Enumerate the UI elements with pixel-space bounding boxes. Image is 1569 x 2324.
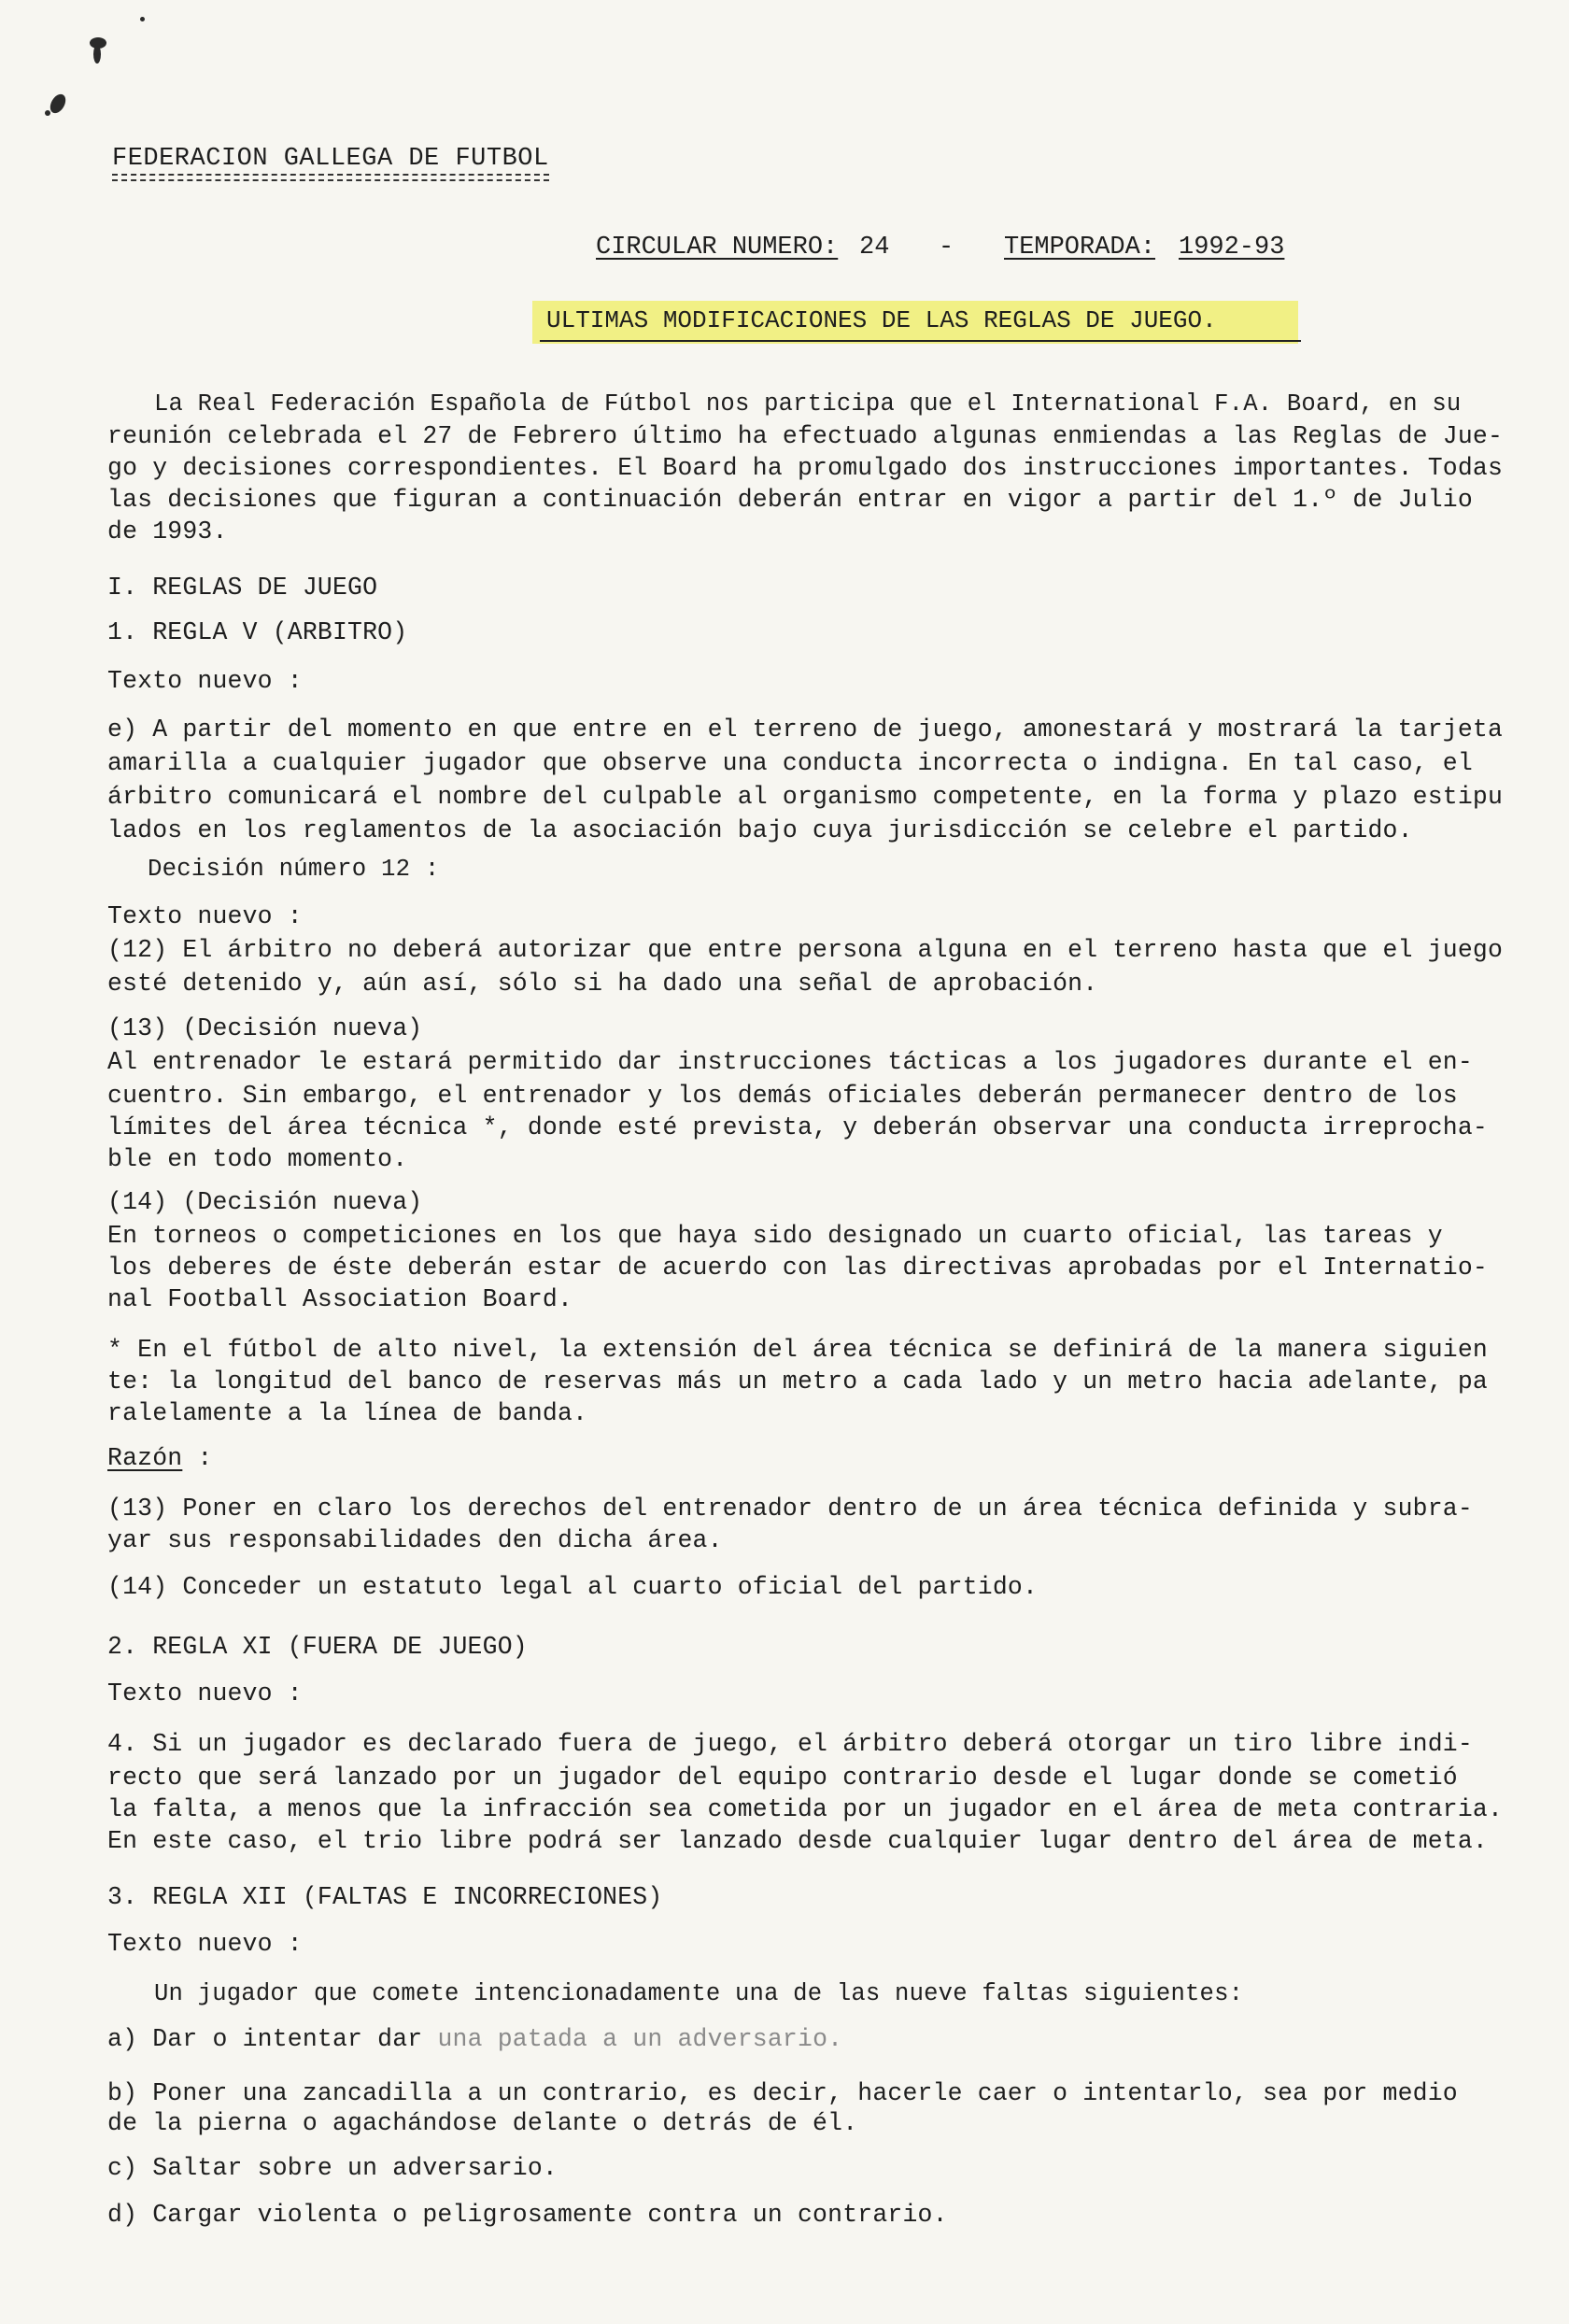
rule-heading: 2. REGLA XI (FUERA DE JUEGO) [107,1633,528,1661]
razon-label-row [107,1442,1564,1474]
decision-label: Decisión número 12 : [148,856,440,883]
paragraph-line: Al entrenador le estará permitido dar instrucciones tácticas a los jugadores durante el en- [107,1048,1473,1076]
intro-line: reunión celebrada el 27 de Febrero último ha efectuado algunas enmiendas a las Reglas de Jue- [107,422,1504,450]
title-underline [540,340,1301,342]
organization-double-rule [112,174,549,181]
paragraph-line: cuentro. Sin embargo, el entrenador y los demás oficiales deberán permanecer dentro de los [107,1082,1458,1110]
paragraph-line: (14) Conceder un estatuto legal al cuarto oficial del partido. [107,1573,1039,1601]
paragraph-line: la falta, a menos que la infracción sea cometida por un jugador en el área de meta contraria. [107,1795,1504,1823]
ink-stain [93,45,101,64]
footnote-line: te: la longitud del banco de reservas más un metro a cada lado y un metro hacia adelante, pa [107,1367,1488,1396]
circular-number: 24 [859,234,890,262]
section-heading: I. REGLAS DE JUEGO [107,574,378,602]
razon-colon: : [182,1444,213,1472]
list-item-text: a) Dar o intentar dar [107,2025,438,2053]
decision-heading: (13) (Decisión nueva) [107,1014,423,1042]
organization-name: FEDERACION GALLEGA DE FUTBOL [112,145,549,173]
paragraph-line: 4. Si un jugador es declarado fuera de juego, el árbitro deberá otorgar un tiro libre indi- [107,1730,1473,1758]
paragraph-line: árbitro comunicará el nombre del culpable al organismo competente, en la forma y plazo estipu [107,783,1504,811]
ink-stain [140,17,145,21]
razon-label: Razón [107,1444,183,1472]
paragraph-line: En este caso, el trio libre podrá ser lanzado desde cualquier lugar dentro del área de meta. [107,1827,1488,1855]
intro-line: La Real Federación Española de Fútbol nos participa que el International F.A. Board, en su [154,390,1462,418]
paragraph-line: e) A partir del momento en que entre en el terreno de juego, amonestará y mostrará la tarjeta [107,716,1504,744]
list-item: c) Saltar sobre un adversario. [107,2154,558,2182]
list-item [107,2023,1564,2055]
paragraph-line: amarilla a cualquier jugador que observe una conducta incorrecta o indigna. En tal caso, el [107,749,1473,777]
list-item-faded-text: una patada a un adversario. [437,2025,843,2053]
circular-label: CIRCULAR NUMERO: [596,234,839,262]
list-item: de la pierna o agachándose delante o detrás de él. [107,2109,858,2137]
document-title: ULTIMAS MODIFICACIONES DE LAS REGLAS DE JUEGO. [546,306,1217,334]
intro-line: las decisiones que figuran a continuación deberán entrar en vigor a partir del 1.º de Julio [107,486,1473,514]
paragraph-line: esté detenido y, aún así, sólo si ha dado una señal de aprobación. [107,970,1098,998]
texto-nuevo-label: Texto nuevo : [107,667,303,695]
intro-line: de 1993. [107,517,228,546]
paragraph-line: recto que será lanzado por un jugador del equipo contrario desde el lugar donde se cometió [107,1764,1458,1792]
footnote-line: ralelamente a la línea de banda. [107,1399,588,1427]
texto-nuevo-label: Texto nuevo : [107,902,303,930]
paragraph-line: Un jugador que comete intencionadamente una de las nueve faltas siguientes: [154,1980,1244,2007]
circular-dash: - [939,234,954,262]
paragraph-line: lados en los reglamentos de la asociación bajo cuya jurisdicción se celebre el partido. [107,816,1413,844]
paragraph-line: nal Football Association Board. [107,1285,573,1313]
paragraph-line: límites del área técnica *, donde esté prevista, y deberán observar una conducta irreprocha- [107,1113,1488,1141]
rule-heading: 1. REGLA V (ARBITRO) [107,618,408,646]
paragraph-line: (12) El árbitro no deberá autorizar que entre persona alguna en el terreno hasta que el juego [107,936,1504,964]
season-label: TEMPORADA: [1004,234,1156,262]
list-item: b) Poner una zancadilla a un contrario, es decir, hacerle caer o intentarlo, sea por medio [107,2079,1458,2107]
paragraph-line: ble en todo momento. [107,1145,408,1173]
list-item: d) Cargar violenta o peligrosamente contra un contrario. [107,2201,948,2229]
paragraph-line: los deberes de éste deberán estar de acuerdo con las directivas aprobadas por el Internatio- [107,1254,1488,1282]
rule-heading: 3. REGLA XII (FALTAS E INCORRECIONES) [107,1883,663,1911]
ink-stain [45,110,50,116]
intro-line: go y decisiones correspondientes. El Board ha promulgado dos instrucciones importantes. Todas [107,454,1504,482]
texto-nuevo-label: Texto nuevo : [107,1679,303,1708]
paragraph-line: (13) Poner en claro los derechos del entrenador dentro de un área técnica definida y subra- [107,1495,1473,1523]
decision-heading: (14) (Decisión nueva) [107,1188,423,1216]
season-value: 1992-93 [1179,234,1285,262]
paragraph-line: En torneos o competiciones en los que haya sido designado un cuarto oficial, las tareas y [107,1222,1443,1250]
paragraph-line: yar sus responsabilidades den dicha área. [107,1526,723,1554]
footnote-line: * En el fútbol de alto nivel, la extensión del área técnica se definirá de la manera siguien [107,1336,1488,1364]
texto-nuevo-label: Texto nuevo : [107,1930,303,1958]
